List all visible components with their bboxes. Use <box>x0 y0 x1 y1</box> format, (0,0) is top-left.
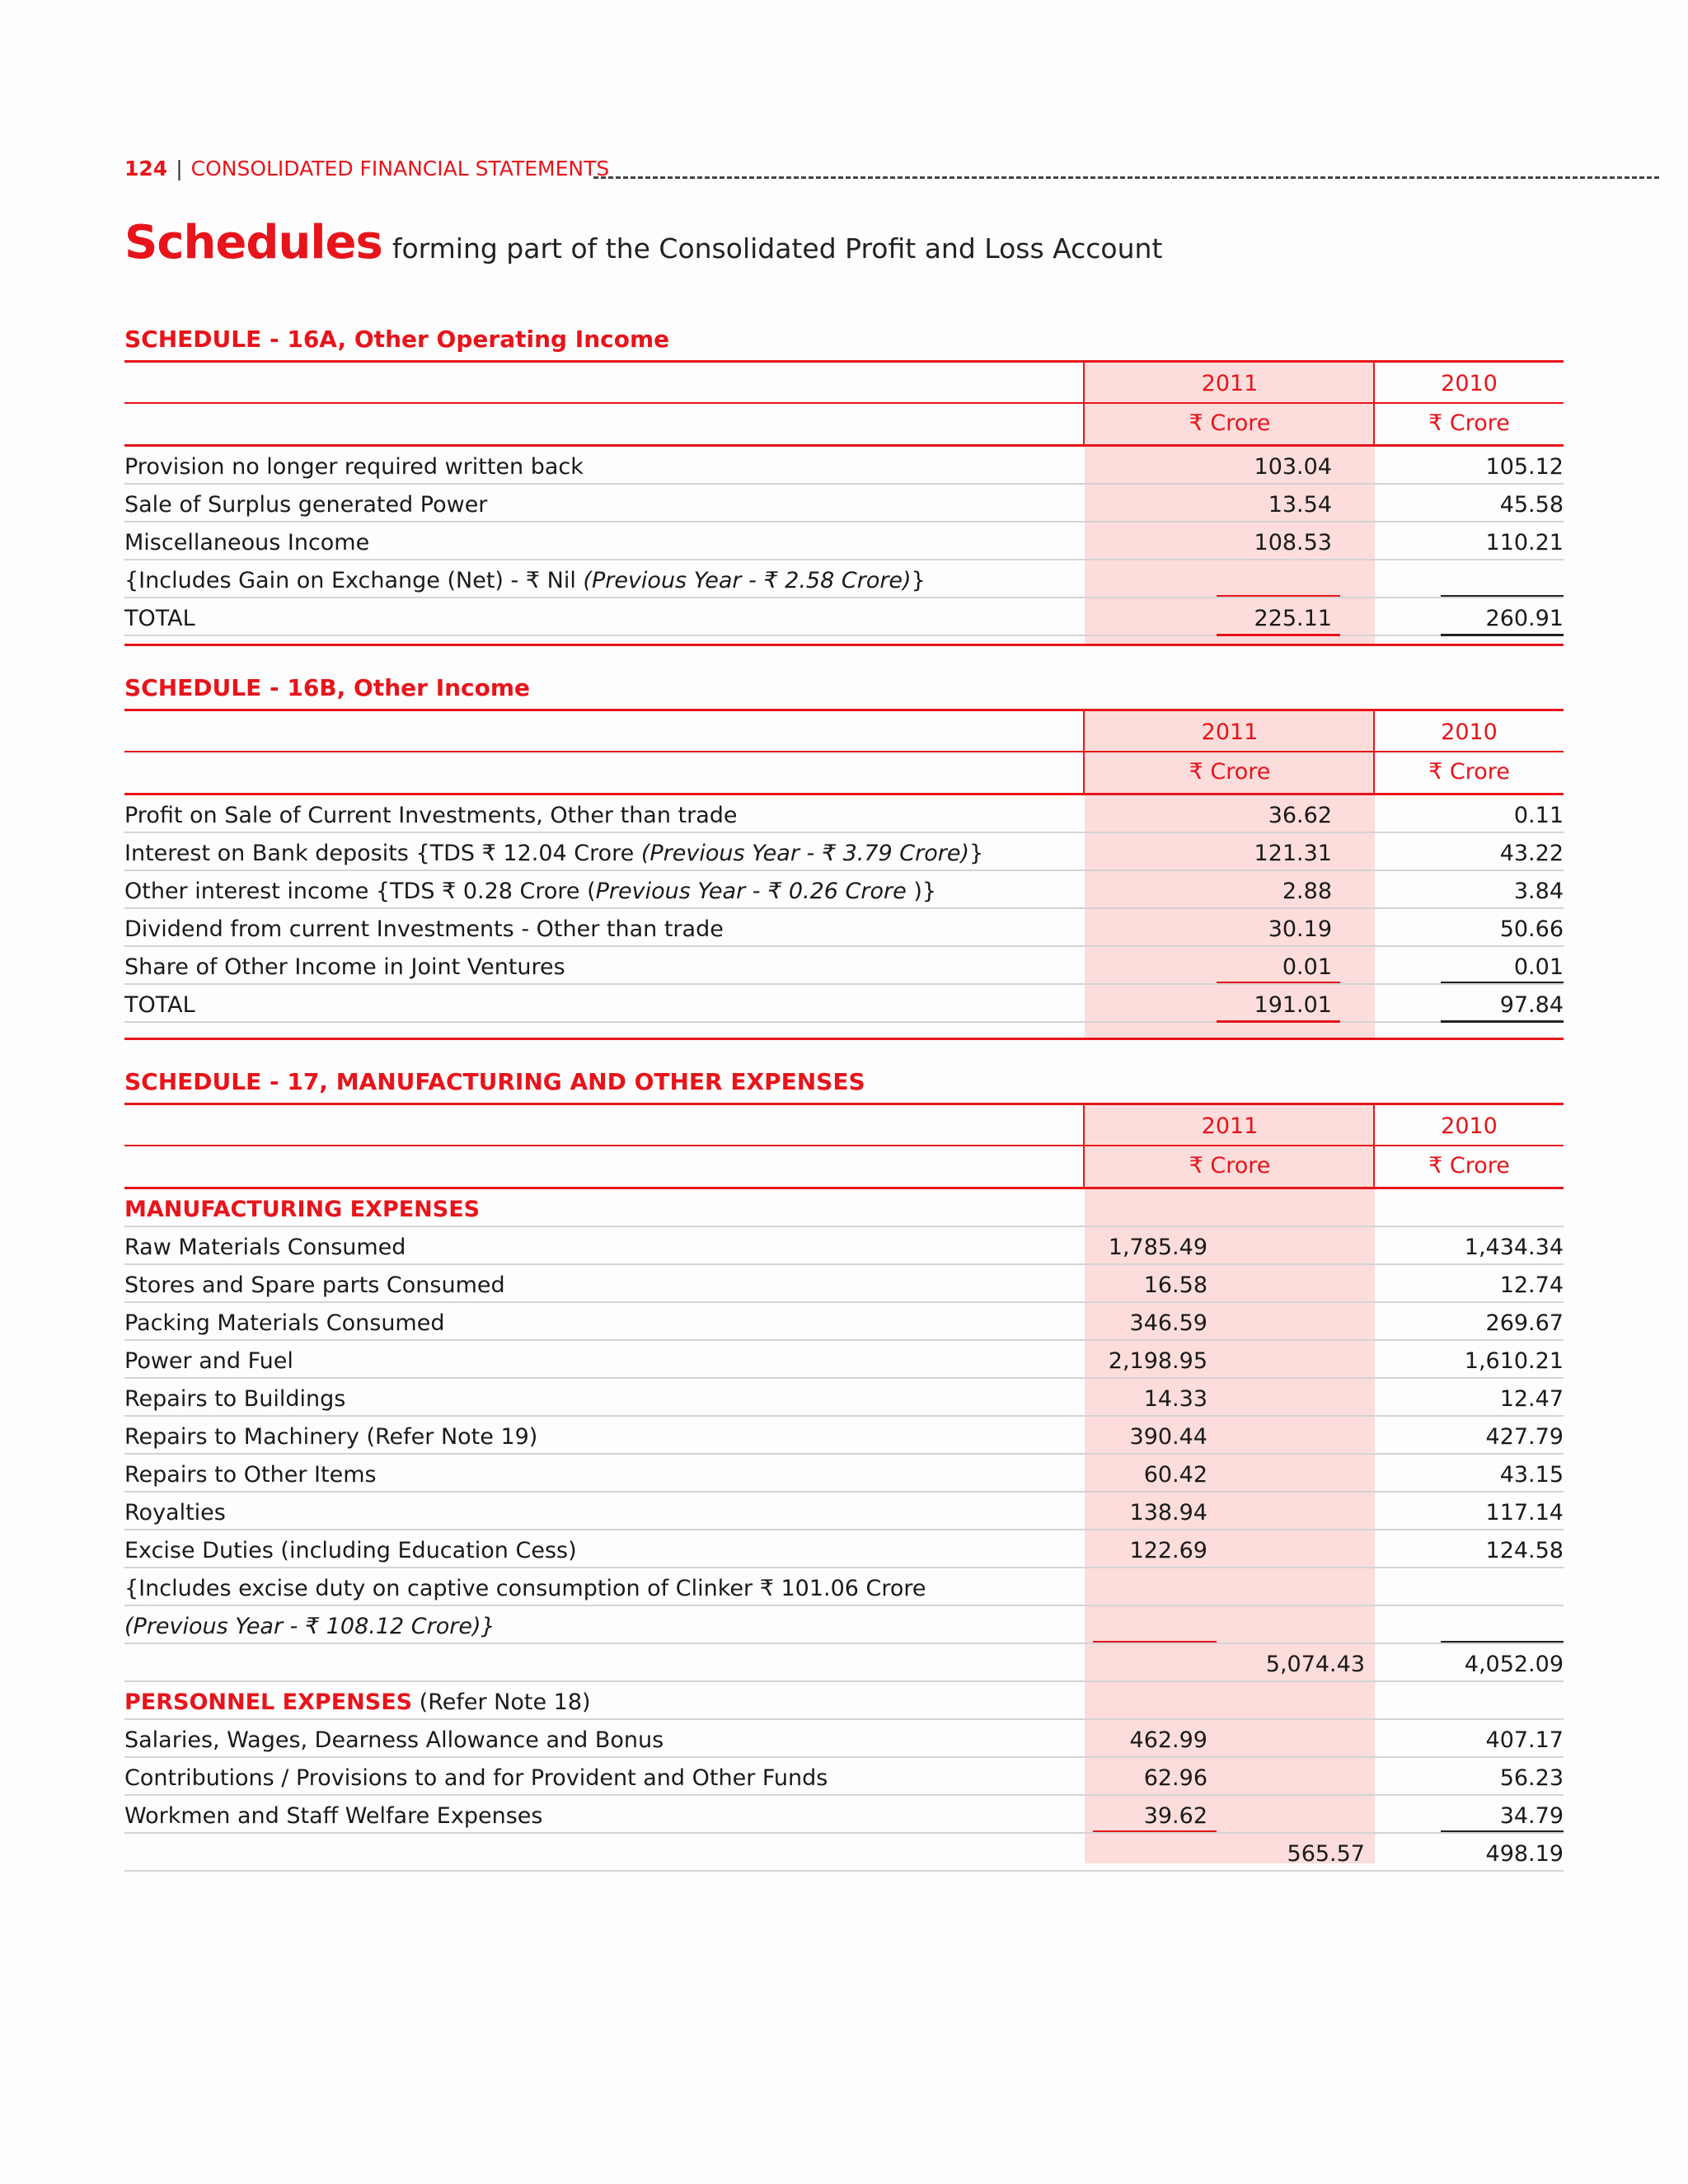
table-row: Power and Fuel 2,198.95 1,610.21 <box>124 1341 1564 1379</box>
col-unit-2010: ₹ Crore <box>1428 759 1510 785</box>
page-title-main: Schedules <box>124 216 382 269</box>
subtotal-row: 565.57 498.19 <box>124 1834 1564 1872</box>
col-year-2010: 2010 <box>1441 719 1498 745</box>
table-row: Raw Materials Consumed 1,785.49 1,434.34 <box>124 1227 1564 1265</box>
subtotal-rule <box>1441 982 1564 983</box>
table-row: Contributions / Provisions to and for Provident and Other Funds 62.96 56.23 <box>124 1758 1564 1796</box>
table-row: Interest on Bank deposits {TDS ₹ 12.04 Crore (Previous Year - ₹ 3.79 Crore)} 121.31 43.22 <box>124 833 1564 871</box>
page-title <box>124 216 1162 269</box>
table-row: Share of Other Income in Joint Ventures 0.01 0.01 <box>124 947 1564 985</box>
table-row: Repairs to Buildings 14.33 12.47 <box>124 1379 1564 1417</box>
section-heading-row: PERSONNEL EXPENSES (Refer Note 18) <box>124 1682 1564 1720</box>
table-row: Workmen and Staff Welfare Expenses 39.62 34.79 <box>124 1796 1564 1834</box>
schedule-16b-title: SCHEDULE - 16B, Other Income <box>124 674 531 701</box>
subtotal-rule <box>1217 982 1340 983</box>
schedule-17-title: SCHEDULE - 17, MANUFACTURING AND OTHER EXPENSES <box>124 1068 865 1095</box>
table-row: Provision no longer required written back 103.04 105.12 <box>124 447 1564 485</box>
table-row: Repairs to Machinery (Refer Note 19) 390.44 427.79 <box>124 1417 1564 1455</box>
page-title-sub: forming part of the Consolidated Profit and Loss Account <box>392 232 1163 265</box>
header-mid-rule <box>124 402 1564 404</box>
subtotal-rule <box>1093 1830 1217 1832</box>
schedule-16a-title: SCHEDULE - 16A, Other Operating Income <box>124 326 670 353</box>
subtotal-row: 5,074.43 4,052.09 <box>124 1644 1564 1682</box>
subtotal-rule <box>1441 595 1564 597</box>
subtotal-rule <box>1093 1641 1217 1643</box>
col-year-2011: 2011 <box>1201 719 1259 745</box>
manufacturing-expenses-heading: MANUFACTURING EXPENSES <box>124 1197 481 1222</box>
table-bottom-rule <box>124 644 1564 646</box>
note-row: {Includes excise duty on captive consumption of Clinker ₹ 101.06 Crore <box>124 1568 1564 1606</box>
table-row: Salaries, Wages, Dearness Allowance and Bonus 462.99 407.17 <box>124 1720 1564 1758</box>
col-year-2010: 2010 <box>1441 371 1498 396</box>
table-row: Dividend from current Investments - Other than trade 30.19 50.66 <box>124 909 1564 947</box>
total-row: TOTAL 225.11 260.91 <box>124 598 1564 636</box>
table-bottom-rule <box>124 1038 1564 1040</box>
total-rule <box>1441 1020 1564 1023</box>
running-header <box>124 157 609 180</box>
total-rule <box>1217 634 1340 636</box>
schedule-16a <box>124 326 1564 655</box>
table-row: Sale of Surplus generated Power 13.54 45.58 <box>124 485 1564 523</box>
col-unit-2011: ₹ Crore <box>1189 1153 1271 1179</box>
table-row: Packing Materials Consumed 346.59 269.67 <box>124 1303 1564 1341</box>
header-mid-rule <box>124 1145 1564 1146</box>
table-row: Profit on Sale of Current Investments, Other than trade 36.62 0.11 <box>124 795 1564 833</box>
table-row: Stores and Spare parts Consumed 16.58 12.74 <box>124 1265 1564 1303</box>
schedule-16b <box>124 674 1564 1045</box>
page-number: 124 <box>124 157 168 180</box>
table-row: Miscellaneous Income 108.53 110.21 <box>124 523 1564 560</box>
col-unit-2010: ₹ Crore <box>1428 1153 1510 1179</box>
subtotal-rule <box>1441 1641 1564 1643</box>
personnel-expenses-heading: PERSONNEL EXPENSES <box>124 1690 413 1715</box>
col-year-2011: 2011 <box>1201 371 1259 396</box>
note-row: {Includes Gain on Exchange (Net) - ₹ Nil (Previous Year - ₹ 2.58 Crore)} <box>124 560 1564 598</box>
col-year-2011: 2011 <box>1201 1113 1259 1139</box>
header-separator: | <box>176 157 183 180</box>
subtotal-rule <box>1217 595 1340 597</box>
total-rule <box>1217 1020 1340 1023</box>
col-unit-2011: ₹ Crore <box>1189 759 1271 785</box>
total-row: TOTAL 191.01 97.84 <box>124 985 1564 1023</box>
total-rule <box>1441 634 1564 636</box>
header-dashed-rule <box>593 176 1659 179</box>
section-title: CONSOLIDATED FINANCIAL STATEMENTS <box>190 157 610 180</box>
header-mid-rule <box>124 751 1564 752</box>
col-unit-2011: ₹ Crore <box>1189 410 1271 436</box>
col-year-2010: 2010 <box>1441 1113 1498 1139</box>
table-row: Repairs to Other Items 60.42 43.15 <box>124 1455 1564 1493</box>
table-row: Royalties 138.94 117.14 <box>124 1493 1564 1530</box>
table-row: Excise Duties (including Education Cess) 122.69 124.58 <box>124 1530 1564 1568</box>
col-unit-2010: ₹ Crore <box>1428 410 1510 436</box>
section-heading-row <box>124 1189 1564 1227</box>
subtotal-rule <box>1441 1830 1564 1832</box>
schedule-17 <box>124 1068 1564 1876</box>
table-row: Other interest income {TDS ₹ 0.28 Crore (Previous Year - ₹ 0.26 Crore )} 2.88 3.84 <box>124 871 1564 909</box>
note-row: (Previous Year - ₹ 108.12 Crore)} <box>124 1606 1564 1644</box>
